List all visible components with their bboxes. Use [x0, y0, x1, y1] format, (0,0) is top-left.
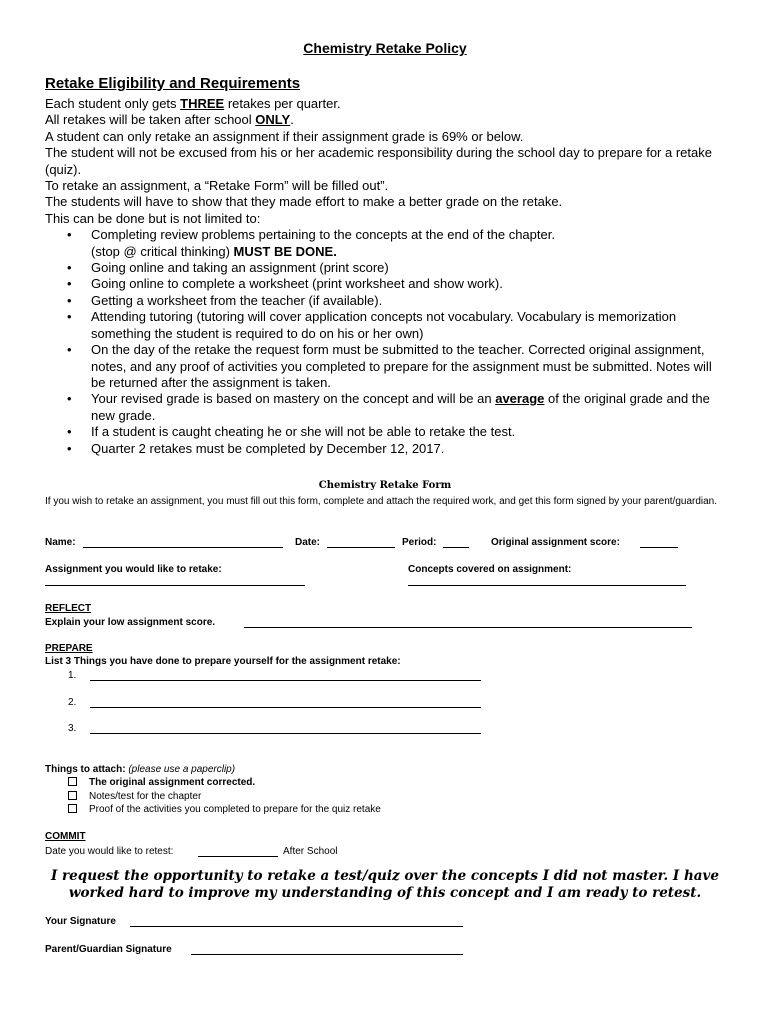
parent-signature-field[interactable]	[191, 954, 463, 955]
form-title: Chemistry Retake Form	[318, 480, 452, 491]
commitment-statement: I request the opportunity to retake a test/quiz over the concepts I did not master. I have worked hard to improve my understanding of this concept and I am ready to retest.	[51, 868, 719, 901]
checkbox-icon[interactable]	[68, 804, 77, 813]
list-item: • Getting a worksheet from the teacher (if available).	[91, 293, 725, 309]
commit-heading: COMMIT	[45, 831, 86, 842]
text: retakes per quarter.	[224, 96, 341, 111]
list-item: • If a student is caught cheating he or she will not be able to retake the test.	[91, 424, 725, 440]
attach-note: (please use a paperclip)	[128, 764, 236, 775]
period-field[interactable]	[443, 547, 469, 548]
retest-date-field[interactable]	[198, 856, 278, 857]
name-field[interactable]	[83, 547, 283, 548]
emphasis-only: ONLY	[255, 112, 291, 128]
policy-line-effort: The students will have to show that they made effort to make a better grade on the retake.	[45, 194, 563, 210]
prepare-field-3[interactable]	[90, 733, 481, 734]
attach-item-3	[68, 804, 381, 815]
policy-line-grade-threshold: A student can only retake an assignment if their assignment grade is 69% or below.	[45, 128, 524, 144]
name-label: Name:	[45, 537, 76, 548]
document-title: Chemistry Retake Policy	[303, 40, 467, 56]
attach-item-label: Notes/test for the chapter	[89, 791, 202, 802]
reflect-prompt: Explain your low assignment score.	[45, 617, 216, 628]
prepare-number-3: 3.	[68, 723, 77, 734]
policy-line-not-limited: This can be done but is not limited to:	[45, 210, 261, 226]
form-intro: If you wish to retake an assignment, you must fill out this form, complete and attach the required work, and get this form signed by your parent/guardian.	[45, 496, 718, 507]
your-signature-field[interactable]	[130, 926, 463, 927]
list-item: • Going online to complete a worksheet (print worksheet and show work).	[91, 276, 725, 292]
list-item: • Attending tutoring (tutoring will cover application concepts not vocabulary. Vocabulary is memorization something the student is required to do on his or her own)	[91, 309, 725, 342]
policy-body	[45, 96, 725, 457]
date-field[interactable]	[327, 547, 395, 548]
text: (stop @ critical thinking)	[91, 243, 234, 259]
attach-item-2	[68, 791, 201, 802]
assignment-field[interactable]	[45, 585, 305, 586]
policy-line-responsibility: The student will not be excused from his or her academic responsibility during the school day to prepare for a retake (quiz).	[45, 145, 712, 177]
text: .	[290, 112, 294, 128]
emphasis-three: THREE	[180, 96, 225, 111]
text: All retakes will be taken after school	[45, 112, 256, 128]
prepare-prompt: List 3 Things you have done to prepare yourself for the assignment retake:	[45, 656, 401, 667]
retest-label: Date you would like to retest:	[45, 846, 174, 857]
text: of the original grade and the new grade.	[91, 391, 710, 423]
emphasis-average: average	[495, 391, 545, 407]
list-item: • Going online and taking an assignment (print score)	[91, 260, 725, 276]
attach-item-1	[68, 777, 255, 788]
policy-line-retake-form: To retake an assignment, a “Retake Form” will be filled out”.	[45, 178, 389, 194]
concepts-label: Concepts covered on assignment:	[408, 564, 572, 575]
prepare-heading: PREPARE	[45, 643, 93, 654]
original-score-field[interactable]	[640, 547, 678, 548]
text: Your revised grade is based on mastery on the concept and will be an	[91, 391, 496, 407]
retest-suffix: After School	[283, 846, 338, 857]
original-score-label: Original assignment score:	[491, 537, 620, 548]
text: Each student only gets	[45, 96, 181, 111]
prepare-field-2[interactable]	[90, 707, 481, 708]
attach-label: Things to attach:	[45, 764, 126, 775]
policy-bullet-list	[45, 227, 725, 457]
prepare-number-2: 2.	[68, 697, 77, 708]
date-label: Date:	[295, 537, 321, 548]
list-item: • On the day of the retake the request form must be submitted to the teacher. Corrected original assignment, notes, and any proof of activities you completed to prepare for the assignment must be submitted. Notes will be returned after the assignment is taken.	[91, 342, 725, 391]
attach-item-label: The original assignment corrected.	[89, 777, 256, 788]
attach-heading	[45, 764, 235, 775]
reflect-field[interactable]	[244, 627, 692, 628]
checkbox-icon[interactable]	[68, 791, 77, 800]
list-item	[91, 227, 725, 260]
parent-signature-label: Parent/Guardian Signature	[45, 944, 172, 955]
your-signature-label: Your Signature	[45, 916, 116, 927]
reflect-heading: REFLECT	[45, 603, 92, 614]
text: Completing review problems pertaining to the concepts at the end of the chapter.	[91, 227, 555, 243]
assignment-label: Assignment you would like to retake:	[45, 564, 222, 575]
attach-item-label: Proof of the activities you completed to prepare for the quiz retake	[89, 804, 381, 815]
policy-line-retake-count	[45, 96, 725, 112]
concepts-field[interactable]	[408, 585, 686, 586]
list-item	[91, 391, 725, 424]
prepare-field-1[interactable]	[90, 680, 481, 681]
list-item: • Quarter 2 retakes must be completed by December 12, 2017.	[91, 441, 725, 457]
period-label: Period:	[402, 537, 437, 548]
emphasis-must-be-done: MUST BE DONE.	[233, 243, 337, 259]
policy-line-after-school	[45, 112, 725, 128]
section-heading: Retake Eligibility and Requirements	[45, 75, 301, 92]
checkbox-icon[interactable]	[68, 777, 77, 786]
prepare-number-1: 1.	[68, 670, 77, 681]
